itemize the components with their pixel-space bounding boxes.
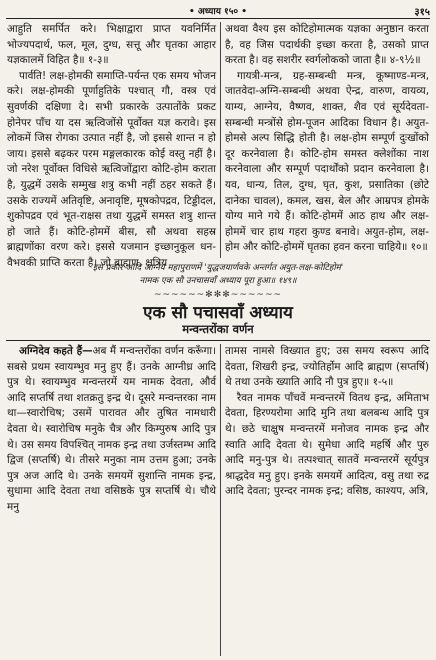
paragraph: [7, 344, 216, 516]
column-divider: [220, 344, 221, 656]
paragraph-text: अब मैं मन्वन्तरोंका वर्णन करूँगा। सबसे प्रथम स्वायम्भुव मनु हुए हैं। उनके आग्नीध्र आदि पुत्र थे। स्वायम्भुव मन्वन्तरमें यम नामक देवता, और्व आदि सप्तर्षि तथा शतक्रतु इन्द्र थे। दूसरे मन्वन्तरका नाम था—स्वारोचिष; उसमें पारावत और तुषित नामधारी देवता थे। स्वारोचिष मनुके चैत्र और किम्पुरुष आदि पुत्र थे। उस समय विपश्चित् नामक इन्द्र तथा उर्जस्तम्भ आदि द्विज (सप्तर्षि) थे। तीसरे मनुका नाम उत्तम हुआ; उनके पुत्र अज आदि थे। उनके समयमें सुशान्ति नामक इन्द्र, सुधामा आदि देवता तथा वसिष्ठके पुत्र सप्तर्षि थे। चौथे मनु: [7, 345, 216, 513]
running-head: • अध्याय १५० •: [189, 7, 247, 17]
speaker-label: अग्निदेव कहते हैं—: [19, 345, 93, 357]
paragraph: आहुति समर्पित करे। भिक्षाद्वारा प्राप्त यवनिर्मित भोज्यपदार्थ, फल, मूल, दुग्ध, सत्तू और घृतका आहार यज्ञकालमें विहित है॥ १-३॥: [7, 23, 216, 67]
column-divider: [220, 22, 221, 258]
page-header: [6, 4, 430, 18]
paragraph: गायत्री-मन्त्र, ग्रह-सम्बन्धी मन्त्र, कूष्माण्ड-मन्त्र, जातवेदा-अग्नि-सम्बन्धी अथवा ऐन्द्र, वारुण, वायव्य, याम्य, आग्नेय, वैष्णव, शाक्त, शैव एवं सूर्यदेवता-सम्बन्धी मन्त्रोंसे होम-पूजन आदिका विधान है। अयुत-होमसे अल्प सिद्धि होती है। लक्ष-होम सम्पूर्ण दुःखोंको दूर करनेवाला है। कोटि-होम समस्त क्लेशोंका नाश करनेवाला और सम्पूर्ण पदार्थोंको प्रदान करनेवाला है। यव, धान्य, तिल, दुग्ध, घृत, कुश, प्रसातिका (छोटे दानेका चावल), कमल, खस, बेल और आम्रपत्र होमके योग्य माने गये हैं। कोटि-होममें आठ हाथ और लक्ष-होममें चार हाथ गहरा कुण्ड बनावे। अयुत-होम, लक्ष-होम और कोटि-होममें घृतका हवन करना चाहिये॥ १०॥: [225, 69, 429, 254]
chapter-subtitle: मन्वन्तरोंका वर्णन: [182, 322, 254, 336]
bottom-left-column: [7, 344, 216, 656]
page-number: ३१५: [414, 7, 430, 18]
section-rule: [6, 340, 430, 341]
paragraph: रैवत नामक पाँचवें मन्वन्तरमें वितथ इन्द्र, अमिताभ देवता, हिरण्यरोमा आदि मुनि तथा बलबन्ध आदि पुत्र थे। छठे चाक्षुष मन्वन्तरमें मनोजव नामक इन्द्र और स्वाति आदि देवता थे। सुमेधा आदि महर्षि और पुरु आदि मनु-पुत्र थे। तत्पश्चात् सातवें मन्वन्तरमें सूर्यपुत्र श्राद्धदेव मनु हुए। इनके समयमें आदित्य, वसु तथा रुद्र आदि देवता; पुरन्दर नामक इन्द्र; वसिष्ठ, काश्यप, अत्रि,: [225, 391, 429, 498]
paragraph: पार्वति! लक्ष-होमकी समाप्ति-पर्यन्त एक समय भोजन करे। लक्ष-होमकी पूर्णाहुतिके पश्चात् गौ, वस्त्र एवं सुवर्णकी दक्षिणा दे। सभी प्रकारके उत्पातोंके प्रकट होनेपर पाँच या दस ऋत्विजोंसे पूर्वोक्त यज्ञ करावे। इस लोकमें जिस रोगका उत्पात नहीं है, जो इससे शान्त न हो जाय। इससे बढ़कर परम मङ्गलकारक कोई वस्तु नहीं है। जो नरेश पूर्वोक्त विधिसे ऋत्विजोंद्वारा कोटि-होम कराता है, युद्धमें उसके सम्मुख शत्रु कभी नहीं ठहर सकते हैं। उसके राज्यमें अतिवृष्टि, अनावृष्टि, मूषकोपद्रव, टिड्डीदल, शुकोपद्रव एवं भूत-राक्षस तथा युद्धमें समस्त शत्रु शान्त हो जाते हैं। कोटि-होममें बीस, सौ अथवा सहस्र ब्राह्मणोंका वरण करे। इससे यजमान इच्छानुकूल धन-वैभवकी प्राप्ति करता है। जो ब्राह्मण, क्षत्रिय: [7, 69, 216, 269]
chapter-colophon: [8, 262, 428, 288]
colophon-line: इस प्रकार आदि आग्नेय महापुराणमें 'युद्धजयार्णवके अन्तर्गत अयुत-लक्ष-कोटिहोम': [92, 263, 344, 273]
bottom-right-column: [225, 344, 429, 656]
header-rule: [6, 18, 430, 19]
ornament-divider: ~~~~~~✻✻✻~~~~~~: [153, 290, 283, 300]
colophon-line: नामक एक सौ उनचासवाँ अध्याय पूरा हुआ॥ १४९॥: [139, 276, 297, 286]
paragraph: तामस नामसे विख्यात हुए; उस समय स्वरूप आदि देवता, शिखरी इन्द्र, ज्योतिर्होम आदि ब्राह्मण (सप्तर्षि) थे तथा उनके ख्याति आदि नौ पुत्र हुए॥ १-५॥: [225, 345, 429, 389]
chapter-title: एक सौ पचासवाँ अध्याय: [143, 303, 293, 323]
paragraph: अथवा वैश्य इस कोटिहोमात्मक यज्ञका अनुष्ठान करता है, वह जिस पदार्थकी इच्छा करता है, उसको प्राप्त करता है। वह सशरीर स्वर्गलोकको जाता है॥ ४-९½॥: [225, 23, 429, 67]
top-left-column: [7, 22, 216, 269]
top-right-column: [225, 22, 429, 257]
